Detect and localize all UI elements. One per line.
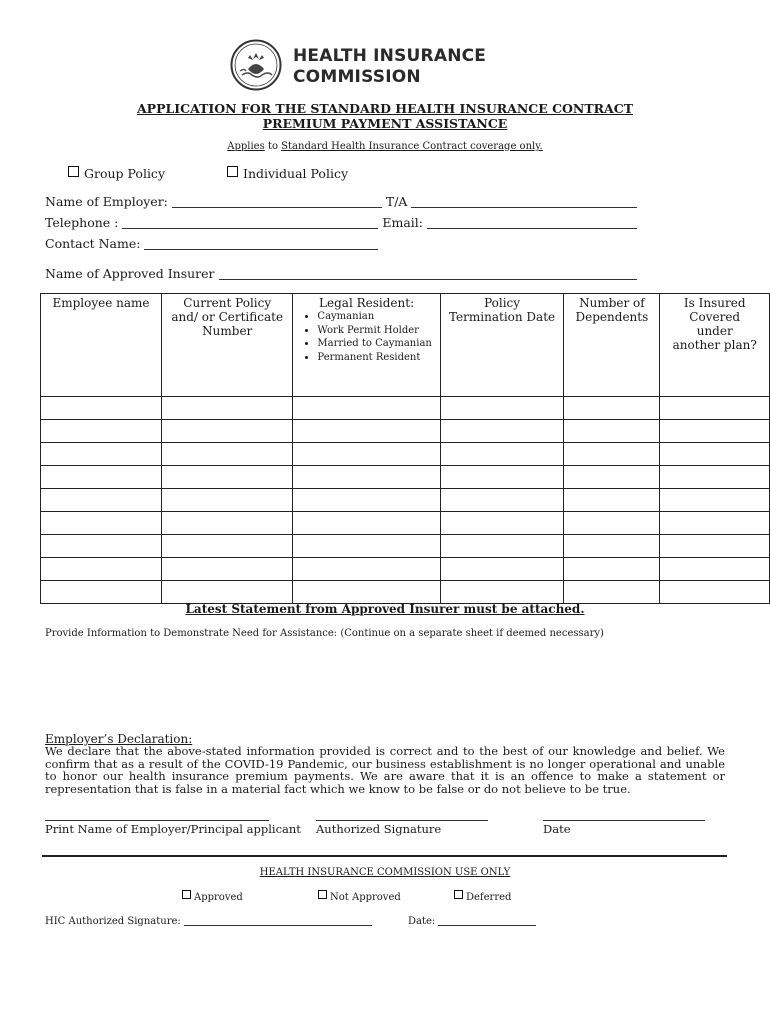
hic-signature-label: HIC Authorized Signature: <box>45 916 181 927</box>
table-cell[interactable] <box>162 535 293 558</box>
approved-option[interactable] <box>182 890 243 903</box>
need-info-prompt: Provide Information to Demonstrate Need for Assistance: (Continue on a separate sheet if deemed necessary) <box>45 628 604 639</box>
table-cell[interactable] <box>162 420 293 443</box>
form-title-line2: PREMIUM PAYMENT ASSISTANCE <box>262 116 508 131</box>
hic-date-label: Date: <box>408 916 436 927</box>
employer-row <box>45 194 637 209</box>
insurer-label: Name of Approved Insurer <box>45 266 215 281</box>
table-cell[interactable] <box>162 397 293 420</box>
table-cell[interactable] <box>293 535 440 558</box>
resident-work-permit: • Work Permit Holder <box>317 325 439 337</box>
table-cell[interactable] <box>293 581 440 604</box>
table-row <box>41 443 770 466</box>
table-cell[interactable] <box>564 397 660 420</box>
office-use-heading: HEALTH INSURANCE COMMISSION USE ONLY <box>259 867 511 878</box>
telephone-label: Telephone : <box>45 215 119 230</box>
print-name-line[interactable] <box>45 820 269 821</box>
table-row <box>41 581 770 604</box>
table-cell[interactable] <box>293 420 440 443</box>
table-cell[interactable] <box>293 489 440 512</box>
table-cell[interactable] <box>660 420 770 443</box>
individual-policy-option[interactable] <box>227 166 348 181</box>
table-cell[interactable] <box>41 420 162 443</box>
table-row <box>41 420 770 443</box>
table-cell[interactable] <box>440 466 564 489</box>
resident-caymanian: • Caymanian <box>317 311 439 323</box>
org-name-line1: HEALTH INSURANCE <box>293 46 487 66</box>
table-cell[interactable] <box>660 466 770 489</box>
table-cell[interactable] <box>440 397 564 420</box>
approved-label: Approved <box>194 892 243 903</box>
group-policy-label: Group Policy <box>84 166 165 181</box>
table-cell[interactable] <box>660 558 770 581</box>
deferred-checkbox[interactable] <box>454 890 463 899</box>
commission-logo-icon <box>230 39 282 91</box>
not-approved-option[interactable] <box>318 890 401 903</box>
table-cell[interactable] <box>162 489 293 512</box>
ta-label: T/A <box>385 194 408 209</box>
table-cell[interactable] <box>41 397 162 420</box>
resident-married: • Married to Caymanian <box>317 338 439 350</box>
table-cell[interactable] <box>564 535 660 558</box>
organization-name <box>293 46 486 88</box>
table-cell[interactable] <box>564 558 660 581</box>
declaration-text: We declare that the above-stated information provided is correct and to the best of our knowledge and belief. We confirm that as a result of the COVID-19 Pandemic, our business establishment is no longer operational and unable to honor our health insurance premium payments. We are aware that it is an offence to make a statement or representation that is false in a material fact which we know to be false or do not believe to be true. <box>45 744 725 796</box>
employee-table <box>40 293 770 604</box>
col-dependents: Number of Dependents <box>564 294 660 397</box>
hic-date-input[interactable] <box>438 925 536 926</box>
table-cell[interactable] <box>564 466 660 489</box>
table-cell[interactable] <box>440 512 564 535</box>
individual-policy-checkbox[interactable] <box>227 166 238 177</box>
table-cell[interactable] <box>41 558 162 581</box>
table-cell[interactable] <box>293 443 440 466</box>
insurer-row <box>45 266 637 281</box>
telephone-row <box>45 215 637 230</box>
table-cell[interactable] <box>660 489 770 512</box>
group-policy-checkbox[interactable] <box>68 166 79 177</box>
contact-input[interactable] <box>144 249 378 250</box>
col-employee-name: Employee name <box>41 294 162 397</box>
table-cell[interactable] <box>41 512 162 535</box>
table-row <box>41 489 770 512</box>
print-name-label: Print Name of Employer/Principal applicant <box>45 822 301 836</box>
table-cell[interactable] <box>440 443 564 466</box>
hic-signature-input[interactable] <box>184 925 372 926</box>
telephone-input[interactable] <box>122 228 378 229</box>
table-cell[interactable] <box>162 512 293 535</box>
legal-resident-list <box>293 311 439 363</box>
table-cell[interactable] <box>162 443 293 466</box>
email-input[interactable] <box>427 228 637 229</box>
date-label: Date <box>543 822 571 836</box>
table-row <box>41 558 770 581</box>
table-cell[interactable] <box>41 466 162 489</box>
table-cell[interactable] <box>440 420 564 443</box>
employer-input[interactable] <box>172 207 382 208</box>
table-cell[interactable] <box>41 535 162 558</box>
table-row <box>41 535 770 558</box>
legal-resident-title: Legal Resident: <box>319 296 415 310</box>
col-policy-number: Current Policy and/ or Certificate Number <box>162 294 293 397</box>
deferred-option[interactable] <box>454 890 511 903</box>
applies-scope: Standard Health Insurance Contract coverage only. <box>281 141 543 152</box>
table-cell[interactable] <box>293 397 440 420</box>
table-cell[interactable] <box>564 489 660 512</box>
attach-statement-note: Latest Statement from Approved Insurer must be attached. <box>185 602 585 616</box>
deferred-label: Deferred <box>466 892 512 903</box>
approved-checkbox[interactable] <box>182 890 191 899</box>
resident-permanent: • Permanent Resident <box>317 352 439 364</box>
table-cell[interactable] <box>41 489 162 512</box>
group-policy-option[interactable] <box>68 166 165 181</box>
table-cell[interactable] <box>660 581 770 604</box>
email-label: Email: <box>382 215 423 230</box>
table-cell[interactable] <box>162 558 293 581</box>
table-cell[interactable] <box>162 581 293 604</box>
table-row <box>41 466 770 489</box>
table-cell[interactable] <box>440 558 564 581</box>
table-cell[interactable] <box>440 581 564 604</box>
table-cell[interactable] <box>162 466 293 489</box>
section-divider <box>42 855 727 857</box>
table-cell[interactable] <box>660 443 770 466</box>
applies-word: Applies <box>227 141 265 152</box>
table-cell[interactable] <box>293 558 440 581</box>
table-row <box>41 512 770 535</box>
insurer-input[interactable] <box>219 279 637 280</box>
employer-label: Name of Employer: <box>45 194 168 209</box>
not-approved-checkbox[interactable] <box>318 890 327 899</box>
table-cell[interactable] <box>564 420 660 443</box>
table-row <box>41 397 770 420</box>
signature-line[interactable] <box>316 820 488 821</box>
contact-label: Contact Name: <box>45 236 141 251</box>
table-cell[interactable] <box>564 581 660 604</box>
table-cell[interactable] <box>293 512 440 535</box>
individual-policy-label: Individual Policy <box>243 166 349 181</box>
applies-to: to <box>267 141 278 152</box>
contact-row <box>45 236 378 251</box>
table-cell[interactable] <box>660 535 770 558</box>
col-legal-resident <box>293 294 440 397</box>
table-cell[interactable] <box>564 512 660 535</box>
hic-date-row <box>408 916 536 927</box>
col-termination-date: Policy Termination Date <box>440 294 564 397</box>
authorized-signature-label: Authorized Signature <box>316 822 442 836</box>
table-cell[interactable] <box>440 489 564 512</box>
table-cell[interactable] <box>293 466 440 489</box>
declaration-heading: Employer’s Declaration: <box>45 732 193 746</box>
date-line[interactable] <box>543 820 705 821</box>
applies-note <box>0 141 770 152</box>
table-cell[interactable] <box>564 443 660 466</box>
table-cell[interactable] <box>660 397 770 420</box>
org-name-line2: COMMISSION <box>293 67 421 87</box>
table-cell[interactable] <box>41 581 162 604</box>
form-title-line1: APPLICATION FOR THE STANDARD HEALTH INSURANCE CONTRACT <box>136 101 633 116</box>
col-other-plan: Is Insured Covered under another plan? <box>660 294 770 397</box>
ta-input[interactable] <box>411 207 637 208</box>
not-approved-label: Not Approved <box>330 892 401 903</box>
table-cell[interactable] <box>41 443 162 466</box>
table-cell[interactable] <box>660 512 770 535</box>
hic-signature-row <box>45 916 372 927</box>
table-cell[interactable] <box>440 535 564 558</box>
